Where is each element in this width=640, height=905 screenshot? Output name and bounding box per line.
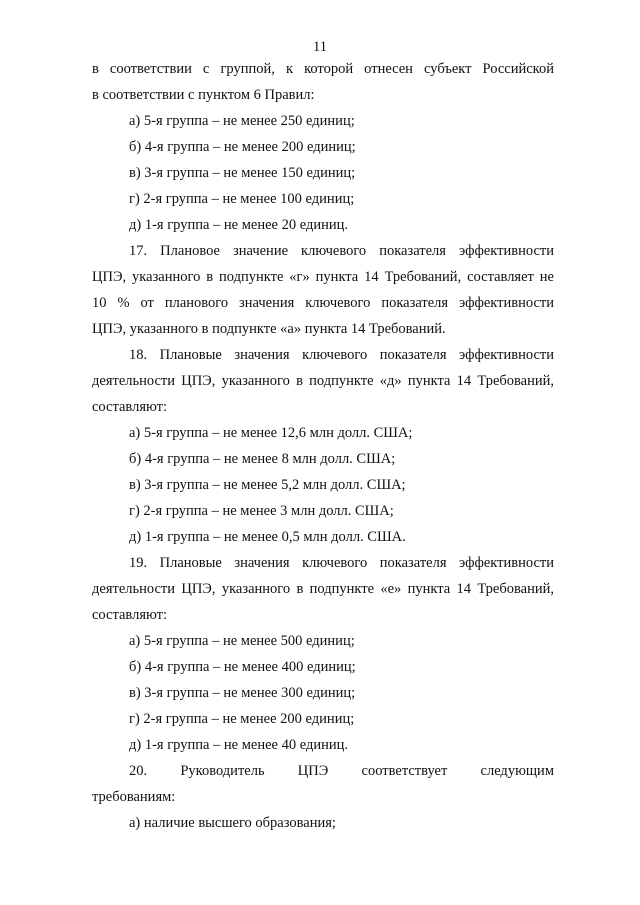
document-body — [92, 56, 554, 836]
paragraph-19-line: 19. Плановые значения ключевого показателя эффективности — [129, 555, 554, 571]
list-item: а) 5-я группа – не менее 12,6 млн долл. США; — [129, 425, 413, 441]
list-item: а) 5-я группа – не менее 500 единиц; — [129, 633, 355, 649]
list-item: б) 4-я группа – не менее 200 единиц; — [129, 139, 356, 155]
paragraph-18-line: составляют: — [92, 399, 167, 415]
text-line: в соответствии с группой, к которой отнесен субъект Российской — [92, 61, 554, 77]
paragraph-17-line: 10 % от планового значения ключевого показателя эффективности — [92, 295, 554, 311]
list-item: в) 3-я группа – не менее 300 единиц; — [129, 685, 356, 701]
paragraph-20-line: требованиям: — [92, 789, 176, 805]
list-item: а) 5-я группа – не менее 250 единиц; — [129, 113, 355, 129]
page-number: 11 — [313, 39, 327, 55]
list-item: в) 3-я группа – не менее 150 единиц; — [129, 165, 356, 181]
list-item: д) 1-я группа – не менее 0,5 млн долл. США. — [129, 529, 406, 545]
text-line: в соответствии с пунктом 6 Правил: — [92, 87, 315, 103]
paragraph-18-line: деятельности ЦПЭ, указанного в подпункте «д» пункта 14 Требований, — [92, 373, 554, 389]
list-item: в) 3-я группа – не менее 5,2 млн долл. США; — [129, 477, 406, 493]
paragraph-18-line: 18. Плановые значения ключевого показателя эффективности — [129, 347, 554, 363]
paragraph-19-line: составляют: — [92, 607, 167, 623]
list-item: б) 4-я группа – не менее 8 млн долл. США; — [129, 451, 396, 467]
paragraph-17-line: ЦПЭ, указанного в подпункте «г» пункта 14 Требований, составляет не — [92, 269, 554, 285]
paragraph-17-line: 17. Плановое значение ключевого показателя эффективности — [129, 243, 554, 259]
list-item: а) наличие высшего образования; — [129, 815, 336, 831]
list-item: г) 2-я группа – не менее 200 единиц; — [129, 711, 355, 727]
list-item: г) 2-я группа – не менее 3 млн долл. США; — [129, 503, 394, 519]
list-item: б) 4-я группа – не менее 400 единиц; — [129, 659, 356, 675]
paragraph-20-line: 20. Руководитель ЦПЭ соответствует следующим — [129, 763, 554, 779]
paragraph-17-line: ЦПЭ, указанного в подпункте «а» пункта 14 Требований. — [92, 321, 446, 337]
list-item: д) 1-я группа – не менее 40 единиц. — [129, 737, 349, 753]
list-item: г) 2-я группа – не менее 100 единиц; — [129, 191, 355, 207]
list-item: д) 1-я группа – не менее 20 единиц. — [129, 217, 349, 233]
paragraph-19-line: деятельности ЦПЭ, указанного в подпункте «е» пункта 14 Требований, — [92, 581, 554, 597]
